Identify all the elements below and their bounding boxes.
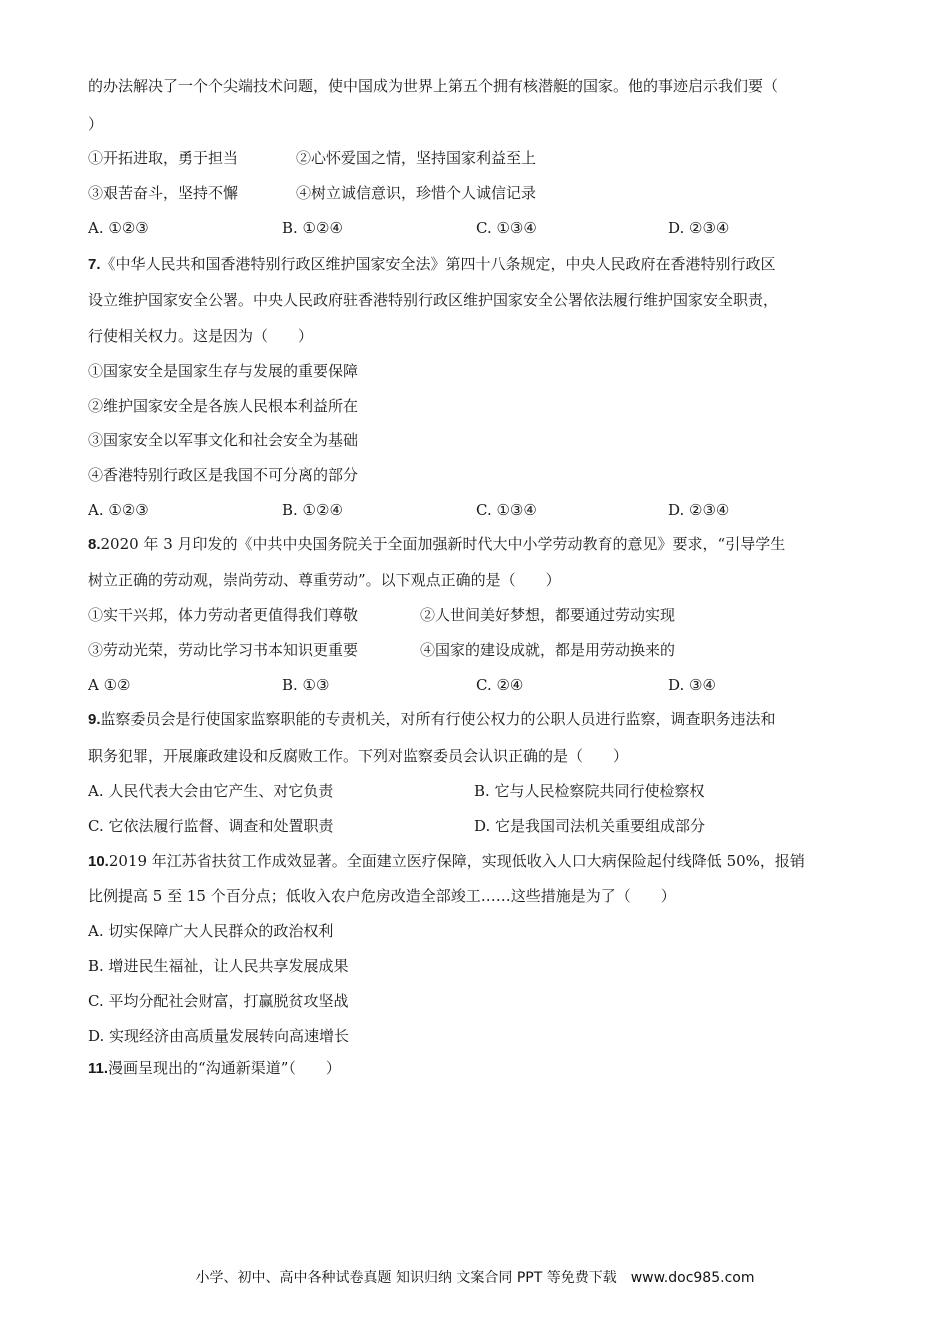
q8-stem-line-1: 8.2020 年 3 月印发的《中共中央国务院关于全面加强新时代大中小学劳动教育的意见》要求，“引导学生 xyxy=(88,535,786,553)
q8-choice-d: D. ③④ xyxy=(668,676,716,694)
q11-number: 11. xyxy=(88,1060,109,1077)
q8-choice-a: A ①② xyxy=(88,676,131,694)
q8-item-4: ④国家的建设成就，都是用劳动换来的 xyxy=(420,641,676,659)
q9-number: 9. xyxy=(88,711,101,728)
q9-choice-c: C. 它依法履行监督、调查和处置职责 xyxy=(88,817,334,835)
q6-choice-a: A. ①②③ xyxy=(88,219,149,237)
q7-item-3: ③国家安全以军事文化和社会安全为基础 xyxy=(88,431,359,449)
q10-stem-line-2: 比例提高 5 至 15 个百分点；低收入农户危房改造全部竣工……这些措施是为了（ ） xyxy=(88,887,676,905)
q9-stem-line-2: 职务犯罪，开展廉政建设和反腐败工作。下列对监察委员会认识正确的是（ ） xyxy=(88,747,629,765)
q10-choice-a: A. 切实保障广大人民群众的政治权利 xyxy=(88,922,334,940)
q8-item-1: ①实干兴邦，体力劳动者更值得我们尊敬 xyxy=(88,606,359,624)
q6-item-3: ③艰苦奋斗，坚持不懈 xyxy=(88,184,239,202)
q8-item-2: ②人世间美好梦想，都要通过劳动实现 xyxy=(420,606,676,624)
q10-stem-line-1: 10.2019 年江苏省扶贫工作成效显著。全面建立医疗保障，实现低收入人口大病保险起付线降低 50%，报销 xyxy=(88,852,805,870)
q11-stem: 11.漫画呈现出的“沟通新渠道”（ ） xyxy=(88,1059,341,1077)
q7-stem-line-2: 设立维护国家安全公署。中央人民政府驻香港特别行政区维护国家安全公署依法履行维护国家安全职责， xyxy=(88,291,779,309)
q6-stem-line-2: ） xyxy=(88,115,104,133)
q6-item-2: ②心怀爱国之情，坚持国家利益至上 xyxy=(296,149,537,167)
q7-choice-a: A. ①②③ xyxy=(88,501,149,519)
q8-stem-line-2: 树立正确的劳动观，崇尚劳动、尊重劳动”。以下观点正确的是（ ） xyxy=(88,571,561,589)
q10-number: 10. xyxy=(88,853,109,870)
q8-choice-c: C. ②④ xyxy=(476,676,524,694)
q7-item-2: ②维护国家安全是各族人民根本利益所在 xyxy=(88,397,359,415)
q6-stem-line-1: 的办法解决了一个个尖端技术问题，使中国成为世界上第五个拥有核潜艇的国家。他的事迹启示我们要（ xyxy=(88,77,779,95)
q7-stem-line-3: 行使相关权力。这是因为（ ） xyxy=(88,327,314,345)
q6-choice-c: C. ①③④ xyxy=(476,219,537,237)
q8-choice-b: B. ①③ xyxy=(282,676,330,694)
q6-item-1: ①开拓进取，勇于担当 xyxy=(88,149,239,167)
q6-choice-b: B. ①②④ xyxy=(282,219,343,237)
q9-stem-line-1: 9.监察委员会是行使国家监察职能的专责机关，对所有行使公权力的公职人员进行监察，调查职务违法和 xyxy=(88,710,776,728)
q7-stem-line-1: 7.《中华人民共和国香港特别行政区维护国家安全法》第四十八条规定，中央人民政府在香港特别行政区 xyxy=(88,255,776,273)
q9-choice-d: D. 它是我国司法机关重要组成部分 xyxy=(474,817,706,835)
q8-number: 8. xyxy=(88,536,101,553)
q7-choice-b: B. ①②④ xyxy=(282,501,343,519)
q10-choice-c: C. 平均分配社会财富，打赢脱贫攻坚战 xyxy=(88,992,349,1010)
q9-choice-a: A. 人民代表大会由它产生、对它负责 xyxy=(88,782,334,800)
q7-choice-c: C. ①③④ xyxy=(476,501,537,519)
q7-choice-d: D. ②③④ xyxy=(668,501,730,519)
page-footer: 小学、初中、高中各种试卷真题 知识归纳 文案合同 PPT 等免费下载 www.doc985.com xyxy=(195,1270,755,1286)
q10-choice-d: D. 实现经济由高质量发展转向高速增长 xyxy=(88,1027,350,1045)
q6-choice-d: D. ②③④ xyxy=(668,219,730,237)
q7-number: 7. xyxy=(88,256,101,273)
q6-item-4: ④树立诚信意识，珍惜个人诚信记录 xyxy=(296,184,537,202)
q9-choice-b: B. 它与人民检察院共同行使检察权 xyxy=(474,782,705,800)
q7-item-1: ①国家安全是国家生存与发展的重要保障 xyxy=(88,362,359,380)
q10-choice-b: B. 增进民生福祉，让人民共享发展成果 xyxy=(88,957,349,975)
q8-item-3: ③劳动光荣，劳动比学习书本知识更重要 xyxy=(88,641,359,659)
q7-item-4: ④香港特别行政区是我国不可分离的部分 xyxy=(88,466,359,484)
